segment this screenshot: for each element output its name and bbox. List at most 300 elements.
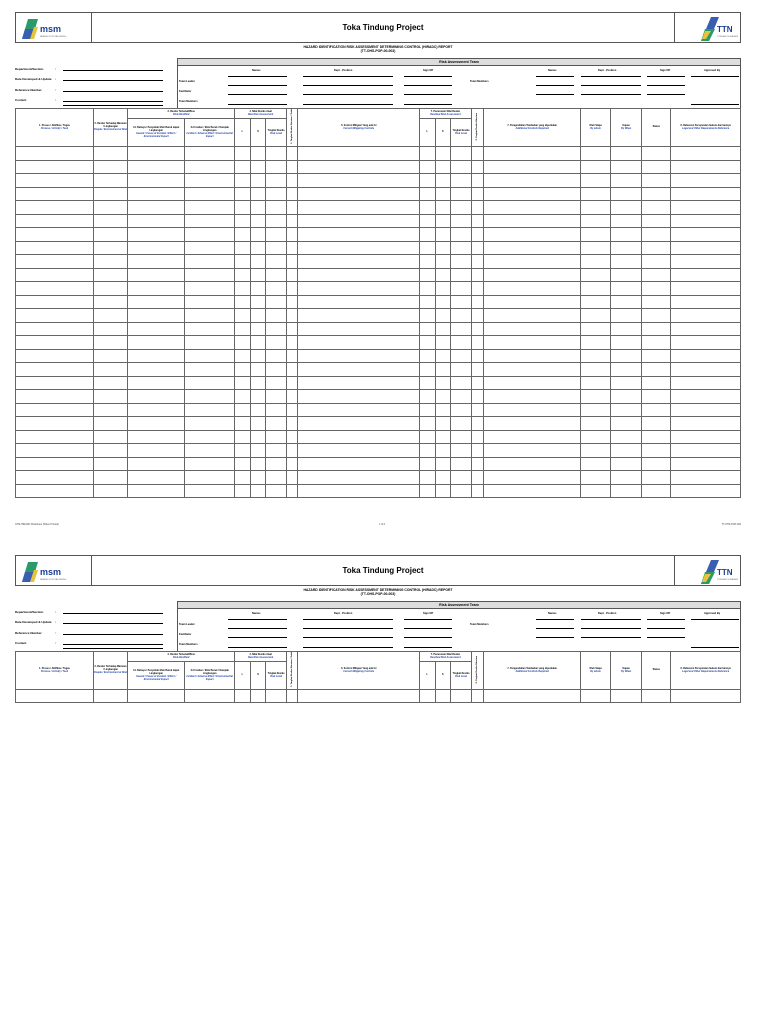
table-cell[interactable] xyxy=(93,214,127,228)
table-cell[interactable] xyxy=(435,484,451,498)
table-cell[interactable] xyxy=(266,282,287,296)
table-cell[interactable] xyxy=(128,363,185,377)
table-cell[interactable] xyxy=(435,444,451,458)
table-cell[interactable] xyxy=(642,390,671,404)
table-cell[interactable] xyxy=(250,363,266,377)
table-cell[interactable] xyxy=(287,282,298,296)
table-cell[interactable] xyxy=(185,322,235,336)
table-cell[interactable] xyxy=(484,430,581,444)
table-cell[interactable] xyxy=(250,322,266,336)
table-cell[interactable] xyxy=(298,363,420,377)
table-cell[interactable] xyxy=(93,390,127,404)
table-cell[interactable] xyxy=(580,690,610,703)
table-cell[interactable] xyxy=(287,201,298,215)
table-cell[interactable] xyxy=(298,336,420,350)
table-cell[interactable] xyxy=(435,430,451,444)
table-cell[interactable] xyxy=(435,417,451,431)
table-cell[interactable] xyxy=(235,390,251,404)
table-cell[interactable] xyxy=(435,282,451,296)
table-cell[interactable] xyxy=(235,471,251,485)
table-cell[interactable] xyxy=(484,160,581,174)
table-cell[interactable] xyxy=(642,241,671,255)
table-cell[interactable] xyxy=(580,160,610,174)
table-cell[interactable] xyxy=(435,457,451,471)
table-cell[interactable] xyxy=(484,214,581,228)
table-cell[interactable] xyxy=(484,255,581,269)
table-cell[interactable] xyxy=(266,336,287,350)
table-cell[interactable] xyxy=(471,282,483,296)
table-cell[interactable] xyxy=(185,690,235,703)
table-cell[interactable] xyxy=(451,255,472,269)
table-cell[interactable] xyxy=(298,201,420,215)
table-cell[interactable] xyxy=(419,268,435,282)
table-cell[interactable] xyxy=(235,336,251,350)
table-cell[interactable] xyxy=(185,417,235,431)
table-cell[interactable] xyxy=(611,457,642,471)
table-cell[interactable] xyxy=(16,349,94,363)
table-cell[interactable] xyxy=(185,228,235,242)
table-cell[interactable] xyxy=(484,147,581,161)
table-cell[interactable] xyxy=(419,228,435,242)
table-cell[interactable] xyxy=(128,201,185,215)
table-cell[interactable] xyxy=(250,403,266,417)
table-cell[interactable] xyxy=(671,201,741,215)
table-cell[interactable] xyxy=(16,282,94,296)
table-cell[interactable] xyxy=(419,417,435,431)
table-cell[interactable] xyxy=(642,363,671,377)
table-cell[interactable] xyxy=(671,268,741,282)
table-cell[interactable] xyxy=(611,174,642,188)
table-cell[interactable] xyxy=(671,174,741,188)
table-cell[interactable] xyxy=(93,403,127,417)
table-cell[interactable] xyxy=(235,201,251,215)
table-cell[interactable] xyxy=(451,403,472,417)
table-cell[interactable] xyxy=(128,147,185,161)
table-cell[interactable] xyxy=(298,187,420,201)
table-cell[interactable] xyxy=(611,160,642,174)
table-cell[interactable] xyxy=(266,174,287,188)
table-cell[interactable] xyxy=(250,255,266,269)
table-cell[interactable] xyxy=(580,214,610,228)
table-cell[interactable] xyxy=(287,228,298,242)
table-cell[interactable] xyxy=(250,484,266,498)
table-cell[interactable] xyxy=(451,336,472,350)
table-cell[interactable] xyxy=(642,268,671,282)
table-cell[interactable] xyxy=(419,390,435,404)
table-cell[interactable] xyxy=(250,228,266,242)
table-cell[interactable] xyxy=(642,282,671,296)
table-cell[interactable] xyxy=(580,147,610,161)
table-cell[interactable] xyxy=(287,376,298,390)
table-cell[interactable] xyxy=(611,336,642,350)
table-cell[interactable] xyxy=(435,160,451,174)
table-cell[interactable] xyxy=(611,690,642,703)
table-cell[interactable] xyxy=(671,336,741,350)
table-cell[interactable] xyxy=(250,430,266,444)
table-cell[interactable] xyxy=(642,376,671,390)
table-cell[interactable] xyxy=(484,282,581,296)
table-cell[interactable] xyxy=(642,187,671,201)
table-cell[interactable] xyxy=(642,214,671,228)
table-cell[interactable] xyxy=(580,417,610,431)
table-cell[interactable] xyxy=(16,444,94,458)
table-cell[interactable] xyxy=(185,336,235,350)
table-cell[interactable] xyxy=(435,201,451,215)
table-cell[interactable] xyxy=(451,160,472,174)
table-cell[interactable] xyxy=(298,295,420,309)
table-cell[interactable] xyxy=(287,295,298,309)
table-cell[interactable] xyxy=(451,241,472,255)
table-cell[interactable] xyxy=(484,201,581,215)
table-cell[interactable] xyxy=(580,282,610,296)
table-cell[interactable] xyxy=(128,309,185,323)
table-cell[interactable] xyxy=(235,430,251,444)
table-cell[interactable] xyxy=(93,349,127,363)
table-cell[interactable] xyxy=(287,471,298,485)
table-cell[interactable] xyxy=(250,390,266,404)
table-cell[interactable] xyxy=(185,471,235,485)
table-cell[interactable] xyxy=(128,690,185,703)
table-cell[interactable] xyxy=(671,349,741,363)
table-cell[interactable] xyxy=(451,214,472,228)
table-cell[interactable] xyxy=(250,309,266,323)
table-cell[interactable] xyxy=(128,444,185,458)
table-cell[interactable] xyxy=(611,390,642,404)
table-cell[interactable] xyxy=(16,417,94,431)
table-cell[interactable] xyxy=(435,363,451,377)
table-cell[interactable] xyxy=(671,255,741,269)
table-cell[interactable] xyxy=(484,228,581,242)
table-cell[interactable] xyxy=(484,484,581,498)
table-cell[interactable] xyxy=(435,147,451,161)
table-cell[interactable] xyxy=(471,363,483,377)
table-cell[interactable] xyxy=(266,376,287,390)
table-cell[interactable] xyxy=(642,349,671,363)
table-cell[interactable] xyxy=(250,457,266,471)
table-cell[interactable] xyxy=(235,484,251,498)
table-cell[interactable] xyxy=(185,390,235,404)
table-cell[interactable] xyxy=(93,187,127,201)
table-cell[interactable] xyxy=(93,322,127,336)
table-cell[interactable] xyxy=(642,484,671,498)
table-cell[interactable] xyxy=(484,295,581,309)
table-cell[interactable] xyxy=(128,282,185,296)
table-cell[interactable] xyxy=(642,228,671,242)
table-cell[interactable] xyxy=(287,690,298,703)
table-cell[interactable] xyxy=(471,430,483,444)
table-cell[interactable] xyxy=(185,295,235,309)
table-cell[interactable] xyxy=(266,444,287,458)
table-cell[interactable] xyxy=(287,349,298,363)
table-cell[interactable] xyxy=(671,376,741,390)
table-cell[interactable] xyxy=(235,255,251,269)
table-cell[interactable] xyxy=(287,403,298,417)
table-cell[interactable] xyxy=(671,241,741,255)
table-cell[interactable] xyxy=(419,174,435,188)
table-cell[interactable] xyxy=(642,417,671,431)
table-cell[interactable] xyxy=(266,255,287,269)
table-cell[interactable] xyxy=(250,471,266,485)
table-cell[interactable] xyxy=(484,376,581,390)
table-cell[interactable] xyxy=(435,255,451,269)
table-cell[interactable] xyxy=(484,690,581,703)
table-cell[interactable] xyxy=(298,471,420,485)
table-cell[interactable] xyxy=(287,214,298,228)
table-cell[interactable] xyxy=(451,484,472,498)
table-cell[interactable] xyxy=(185,147,235,161)
table-cell[interactable] xyxy=(435,376,451,390)
table-cell[interactable] xyxy=(451,417,472,431)
table-cell[interactable] xyxy=(128,390,185,404)
content-field[interactable] xyxy=(63,644,163,645)
table-cell[interactable] xyxy=(250,282,266,296)
table-cell[interactable] xyxy=(642,174,671,188)
table-cell[interactable] xyxy=(471,376,483,390)
table-cell[interactable] xyxy=(128,484,185,498)
content-field-line-2[interactable] xyxy=(63,648,163,649)
table-cell[interactable] xyxy=(435,322,451,336)
table-cell[interactable] xyxy=(250,444,266,458)
table-cell[interactable] xyxy=(471,241,483,255)
table-cell[interactable] xyxy=(419,363,435,377)
table-cell[interactable] xyxy=(671,295,741,309)
table-cell[interactable] xyxy=(435,349,451,363)
table-cell[interactable] xyxy=(235,309,251,323)
table-cell[interactable] xyxy=(611,363,642,377)
table-cell[interactable] xyxy=(185,457,235,471)
table-cell[interactable] xyxy=(287,336,298,350)
table-cell[interactable] xyxy=(671,484,741,498)
table-cell[interactable] xyxy=(93,417,127,431)
table-cell[interactable] xyxy=(93,282,127,296)
table-cell[interactable] xyxy=(16,484,94,498)
table-cell[interactable] xyxy=(93,241,127,255)
table-cell[interactable] xyxy=(287,444,298,458)
table-cell[interactable] xyxy=(671,309,741,323)
table-cell[interactable] xyxy=(287,309,298,323)
table-cell[interactable] xyxy=(435,295,451,309)
table-cell[interactable] xyxy=(266,201,287,215)
table-cell[interactable] xyxy=(287,174,298,188)
table-cell[interactable] xyxy=(16,471,94,485)
table-cell[interactable] xyxy=(185,376,235,390)
table-cell[interactable] xyxy=(642,430,671,444)
table-cell[interactable] xyxy=(611,471,642,485)
table-cell[interactable] xyxy=(266,187,287,201)
table-cell[interactable] xyxy=(16,147,94,161)
table-cell[interactable] xyxy=(287,417,298,431)
table-cell[interactable] xyxy=(642,295,671,309)
table-cell[interactable] xyxy=(471,336,483,350)
table-cell[interactable] xyxy=(185,363,235,377)
table-cell[interactable] xyxy=(235,403,251,417)
table-cell[interactable] xyxy=(93,471,127,485)
table-cell[interactable] xyxy=(185,282,235,296)
table-cell[interactable] xyxy=(266,241,287,255)
table-cell[interactable] xyxy=(642,444,671,458)
table-cell[interactable] xyxy=(471,255,483,269)
table-cell[interactable] xyxy=(580,241,610,255)
table-cell[interactable] xyxy=(580,457,610,471)
table-cell[interactable] xyxy=(235,417,251,431)
table-cell[interactable] xyxy=(580,309,610,323)
table-cell[interactable] xyxy=(419,201,435,215)
table-cell[interactable] xyxy=(287,255,298,269)
table-cell[interactable] xyxy=(580,403,610,417)
table-cell[interactable] xyxy=(471,147,483,161)
table-cell[interactable] xyxy=(298,241,420,255)
table-cell[interactable] xyxy=(611,268,642,282)
table-cell[interactable] xyxy=(451,187,472,201)
table-cell[interactable] xyxy=(16,363,94,377)
table-cell[interactable] xyxy=(266,214,287,228)
table-cell[interactable] xyxy=(185,349,235,363)
table-cell[interactable] xyxy=(671,444,741,458)
table-cell[interactable] xyxy=(298,349,420,363)
table-cell[interactable] xyxy=(419,160,435,174)
table-cell[interactable] xyxy=(16,255,94,269)
table-cell[interactable] xyxy=(451,174,472,188)
table-cell[interactable] xyxy=(128,241,185,255)
table-cell[interactable] xyxy=(16,336,94,350)
table-cell[interactable] xyxy=(671,282,741,296)
table-cell[interactable] xyxy=(642,322,671,336)
table-cell[interactable] xyxy=(93,484,127,498)
table-cell[interactable] xyxy=(419,376,435,390)
table-cell[interactable] xyxy=(419,295,435,309)
table-cell[interactable] xyxy=(642,309,671,323)
table-cell[interactable] xyxy=(185,484,235,498)
table-cell[interactable] xyxy=(451,390,472,404)
table-cell[interactable] xyxy=(93,228,127,242)
table-cell[interactable] xyxy=(287,187,298,201)
table-cell[interactable] xyxy=(235,214,251,228)
table-cell[interactable] xyxy=(580,336,610,350)
table-cell[interactable] xyxy=(671,322,741,336)
table-cell[interactable] xyxy=(611,187,642,201)
table-cell[interactable] xyxy=(250,349,266,363)
table-cell[interactable] xyxy=(298,403,420,417)
table-cell[interactable] xyxy=(671,430,741,444)
content-field-line-2[interactable] xyxy=(63,105,163,106)
table-cell[interactable] xyxy=(16,174,94,188)
table-cell[interactable] xyxy=(580,376,610,390)
table-cell[interactable] xyxy=(93,255,127,269)
table-cell[interactable] xyxy=(580,444,610,458)
table-cell[interactable] xyxy=(287,268,298,282)
table-cell[interactable] xyxy=(471,690,483,703)
table-cell[interactable] xyxy=(451,471,472,485)
table-cell[interactable] xyxy=(611,322,642,336)
table-cell[interactable] xyxy=(287,241,298,255)
table-cell[interactable] xyxy=(419,309,435,323)
table-cell[interactable] xyxy=(435,390,451,404)
table-cell[interactable] xyxy=(93,201,127,215)
table-cell[interactable] xyxy=(235,174,251,188)
table-cell[interactable] xyxy=(451,376,472,390)
table-cell[interactable] xyxy=(128,457,185,471)
table-cell[interactable] xyxy=(435,309,451,323)
table-cell[interactable] xyxy=(93,336,127,350)
table-cell[interactable] xyxy=(642,147,671,161)
table-cell[interactable] xyxy=(419,471,435,485)
table-cell[interactable] xyxy=(287,484,298,498)
table-cell[interactable] xyxy=(471,295,483,309)
table-cell[interactable] xyxy=(435,268,451,282)
table-cell[interactable] xyxy=(451,309,472,323)
table-cell[interactable] xyxy=(185,430,235,444)
table-cell[interactable] xyxy=(484,241,581,255)
table-cell[interactable] xyxy=(128,174,185,188)
table-cell[interactable] xyxy=(250,187,266,201)
table-cell[interactable] xyxy=(642,255,671,269)
table-cell[interactable] xyxy=(471,444,483,458)
table-cell[interactable] xyxy=(419,322,435,336)
table-cell[interactable] xyxy=(266,471,287,485)
table-cell[interactable] xyxy=(16,376,94,390)
table-cell[interactable] xyxy=(419,403,435,417)
table-cell[interactable] xyxy=(185,160,235,174)
table-cell[interactable] xyxy=(266,484,287,498)
table-cell[interactable] xyxy=(419,444,435,458)
table-cell[interactable] xyxy=(298,444,420,458)
table-cell[interactable] xyxy=(451,201,472,215)
table-cell[interactable] xyxy=(128,295,185,309)
table-cell[interactable] xyxy=(266,430,287,444)
table-cell[interactable] xyxy=(128,228,185,242)
table-cell[interactable] xyxy=(451,690,472,703)
table-cell[interactable] xyxy=(185,444,235,458)
table-cell[interactable] xyxy=(611,376,642,390)
table-cell[interactable] xyxy=(671,690,741,703)
table-cell[interactable] xyxy=(671,363,741,377)
table-cell[interactable] xyxy=(471,201,483,215)
table-cell[interactable] xyxy=(419,255,435,269)
table-cell[interactable] xyxy=(671,390,741,404)
table-cell[interactable] xyxy=(235,241,251,255)
table-cell[interactable] xyxy=(435,241,451,255)
table-cell[interactable] xyxy=(471,390,483,404)
table-cell[interactable] xyxy=(235,187,251,201)
table-cell[interactable] xyxy=(287,363,298,377)
table-cell[interactable] xyxy=(451,363,472,377)
table-cell[interactable] xyxy=(580,268,610,282)
table-cell[interactable] xyxy=(16,201,94,215)
table-cell[interactable] xyxy=(185,403,235,417)
table-cell[interactable] xyxy=(235,363,251,377)
table-cell[interactable] xyxy=(471,403,483,417)
table-cell[interactable] xyxy=(671,457,741,471)
table-cell[interactable] xyxy=(419,147,435,161)
table-cell[interactable] xyxy=(266,403,287,417)
table-cell[interactable] xyxy=(266,363,287,377)
table-cell[interactable] xyxy=(298,376,420,390)
table-cell[interactable] xyxy=(93,444,127,458)
table-cell[interactable] xyxy=(435,403,451,417)
table-cell[interactable] xyxy=(451,430,472,444)
table-cell[interactable] xyxy=(128,417,185,431)
table-cell[interactable] xyxy=(671,147,741,161)
table-cell[interactable] xyxy=(250,336,266,350)
table-cell[interactable] xyxy=(580,174,610,188)
table-cell[interactable] xyxy=(580,484,610,498)
table-cell[interactable] xyxy=(484,417,581,431)
table-cell[interactable] xyxy=(611,147,642,161)
table-cell[interactable] xyxy=(128,160,185,174)
table-cell[interactable] xyxy=(419,484,435,498)
table-cell[interactable] xyxy=(16,390,94,404)
table-cell[interactable] xyxy=(451,444,472,458)
